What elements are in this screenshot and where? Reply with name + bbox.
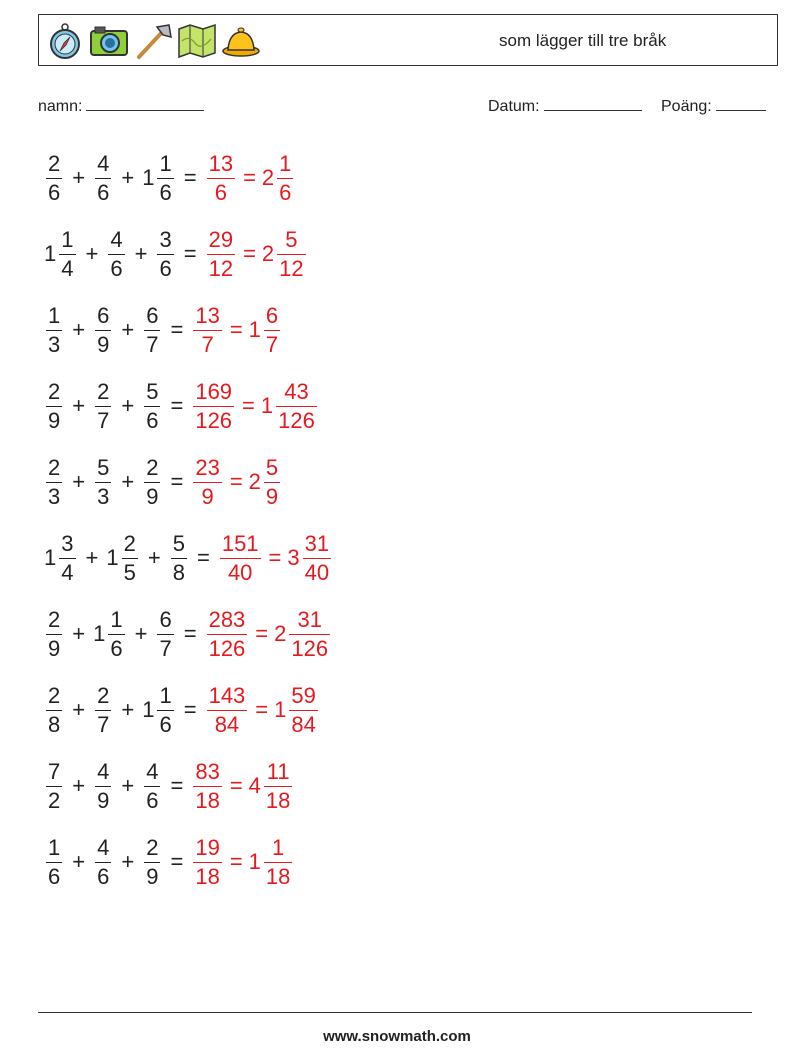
numerator: 13 — [195, 302, 220, 328]
denominator: 18 — [195, 787, 220, 813]
compass-icon — [45, 21, 85, 61]
worksheet-title: som lägger till tre bråk — [499, 31, 667, 50]
plus-sign: + — [72, 317, 86, 342]
fraction — [193, 834, 221, 889]
numerator: 283 — [208, 606, 246, 632]
equals-sign: = — [255, 621, 269, 646]
equals-sign: = — [170, 469, 184, 494]
date-label: Datum: — [488, 98, 540, 115]
fraction — [95, 454, 111, 509]
plus-sign: + — [72, 697, 86, 722]
denominator: 84 — [214, 711, 240, 737]
denominator: 3 — [97, 483, 110, 509]
denominator: 6 — [279, 179, 292, 205]
fraction — [264, 834, 292, 889]
numerator: 2 — [48, 454, 61, 480]
plus-sign: + — [121, 165, 135, 190]
answer — [191, 378, 319, 433]
denominator: 6 — [214, 179, 227, 205]
addend — [93, 834, 113, 889]
fraction — [207, 226, 235, 281]
fraction — [46, 758, 62, 813]
denominator: 126 — [195, 407, 233, 433]
addend — [44, 454, 64, 509]
fraction — [289, 606, 330, 661]
answer — [218, 530, 333, 585]
fraction — [157, 226, 173, 281]
fraction — [95, 378, 111, 433]
numerator: 19 — [195, 834, 220, 860]
addend — [44, 530, 78, 585]
fraction — [171, 530, 187, 585]
plus-sign: + — [121, 469, 135, 494]
addend — [44, 302, 64, 357]
numerator: 4 — [97, 834, 110, 860]
addend — [93, 682, 113, 737]
equals-sign: = — [183, 697, 197, 722]
numerator: 1 — [48, 834, 61, 860]
fraction — [276, 378, 317, 433]
denominator: 5 — [123, 559, 136, 585]
fraction — [277, 150, 293, 205]
addend — [142, 834, 162, 889]
denominator: 7 — [265, 331, 279, 357]
denominator: 6 — [159, 255, 172, 281]
whole-number: 2 — [248, 469, 261, 494]
plus-sign: + — [72, 469, 86, 494]
fraction — [157, 606, 173, 661]
denominator: 4 — [61, 255, 74, 281]
addend — [44, 150, 64, 205]
fraction — [95, 150, 111, 205]
denominator: 7 — [97, 711, 110, 737]
numerator: 5 — [172, 530, 185, 556]
problem-row — [44, 216, 333, 292]
denominator: 6 — [110, 635, 123, 661]
numerator: 2 — [146, 834, 159, 860]
denominator: 18 — [195, 863, 220, 889]
addend — [155, 226, 175, 281]
fraction — [303, 530, 331, 585]
numerator: 151 — [221, 530, 259, 556]
numerator: 5 — [146, 378, 159, 404]
denominator: 8 — [172, 559, 185, 585]
equals-sign: = — [229, 849, 243, 874]
name-label: namn: — [38, 98, 83, 115]
fraction — [207, 682, 248, 737]
problem-row — [44, 140, 333, 216]
addend — [142, 454, 162, 509]
equals-sign: = — [183, 621, 197, 646]
whole-number: 1 — [274, 697, 287, 722]
plus-sign: + — [72, 621, 86, 646]
answer — [191, 834, 294, 889]
numerator: 6 — [159, 606, 172, 632]
numerator: 169 — [195, 378, 233, 404]
denominator: 12 — [279, 255, 304, 281]
equals-sign: = — [268, 545, 282, 570]
plus-sign: + — [72, 165, 86, 190]
header-box — [38, 14, 778, 66]
fraction — [157, 150, 173, 205]
fraction — [46, 378, 62, 433]
numerator: 3 — [159, 226, 172, 252]
map-icon — [177, 21, 217, 61]
denominator: 6 — [146, 407, 159, 433]
whole-number: 2 — [274, 621, 287, 646]
denominator: 6 — [48, 863, 61, 889]
whole-number: 1 — [248, 849, 261, 874]
numerator: 1 — [159, 150, 172, 176]
plus-sign: + — [121, 849, 135, 874]
fraction — [108, 606, 124, 661]
equals-sign: = — [183, 165, 197, 190]
problem-row — [44, 292, 333, 368]
footer-divider — [38, 1012, 752, 1013]
fraction — [46, 606, 62, 661]
denominator: 40 — [304, 559, 330, 585]
fraction — [95, 682, 111, 737]
denominator: 6 — [48, 179, 61, 205]
equals-sign: = — [242, 393, 255, 418]
plus-sign: + — [121, 393, 135, 418]
denominator: 6 — [159, 711, 172, 737]
addend — [44, 378, 64, 433]
whole-number: 1 — [106, 545, 119, 570]
answer — [191, 302, 282, 357]
plus-sign: + — [147, 545, 161, 570]
denominator: 7 — [97, 407, 110, 433]
answer — [205, 150, 296, 205]
equals-sign: = — [170, 393, 184, 418]
numerator: 6 — [265, 302, 279, 328]
fraction — [220, 530, 261, 585]
denominator: 9 — [48, 407, 61, 433]
whole-number: 1 — [44, 241, 57, 266]
numerator: 2 — [123, 530, 136, 556]
fraction — [95, 302, 111, 357]
fraction — [264, 454, 280, 509]
addend — [142, 378, 162, 433]
footer-url[interactable]: www.snowmath.com — [323, 1028, 471, 1045]
equals-sign: = — [229, 773, 243, 798]
fraction — [207, 150, 235, 205]
whole-number: 4 — [248, 773, 261, 798]
date-field — [488, 94, 642, 116]
denominator: 126 — [208, 635, 246, 661]
fraction — [46, 302, 62, 357]
denominator: 126 — [278, 407, 315, 433]
addend — [93, 150, 113, 205]
denominator: 3 — [48, 483, 61, 509]
numerator: 5 — [285, 226, 298, 252]
addend — [93, 454, 113, 509]
numerator: 6 — [146, 302, 159, 328]
fraction — [193, 378, 234, 433]
whole-number: 1 — [44, 545, 57, 570]
numerator: 1 — [272, 834, 285, 860]
denominator: 126 — [291, 635, 329, 661]
numerator: 83 — [195, 758, 220, 784]
whole-number: 1 — [93, 621, 106, 646]
numerator: 2 — [48, 150, 61, 176]
problem-row — [44, 368, 333, 444]
problem-row — [44, 824, 333, 900]
fraction — [193, 302, 221, 357]
addend — [142, 758, 162, 813]
numerator: 2 — [48, 682, 61, 708]
addend — [142, 302, 162, 357]
fraction — [144, 302, 160, 357]
numerator: 29 — [208, 226, 234, 252]
fraction — [46, 682, 62, 737]
denominator: 18 — [265, 787, 291, 813]
fraction — [144, 454, 160, 509]
numerator: 2 — [48, 378, 61, 404]
whole-number: 2 — [261, 241, 275, 266]
problem-row — [44, 672, 333, 748]
denominator: 6 — [97, 179, 110, 205]
addend — [93, 606, 127, 661]
fraction — [144, 378, 160, 433]
whole-number: 2 — [261, 165, 275, 190]
numerator: 1 — [110, 606, 123, 632]
equals-sign: = — [243, 241, 256, 266]
numerator: 11 — [266, 758, 290, 784]
score-field — [661, 94, 766, 116]
fraction — [289, 682, 317, 737]
fraction — [95, 758, 111, 813]
plus-sign: + — [121, 697, 135, 722]
denominator: 9 — [97, 787, 110, 813]
fraction — [157, 682, 173, 737]
addend — [44, 682, 64, 737]
numerator: 4 — [110, 226, 123, 252]
fraction — [193, 758, 221, 813]
equals-sign: = — [196, 545, 210, 570]
denominator: 9 — [97, 331, 110, 357]
numerator: 1 — [159, 682, 172, 708]
plus-sign: + — [85, 545, 99, 570]
equals-sign: = — [229, 469, 243, 494]
denominator: 6 — [159, 179, 172, 205]
denominator: 9 — [146, 863, 159, 889]
equals-sign: = — [170, 773, 184, 798]
denominator: 9 — [146, 483, 159, 509]
numerator: 13 — [208, 150, 234, 176]
addend — [155, 606, 175, 661]
equals-sign: = — [170, 317, 184, 342]
fraction — [122, 530, 138, 585]
numerator: 31 — [297, 606, 322, 632]
date-line[interactable] — [544, 94, 642, 111]
whole-number: 1 — [142, 697, 155, 722]
numerator: 31 — [304, 530, 330, 556]
numerator: 1 — [279, 150, 292, 176]
problem-row — [44, 596, 333, 672]
numerator: 43 — [284, 378, 309, 404]
denominator: 8 — [48, 711, 61, 737]
denominator: 6 — [97, 863, 110, 889]
plus-sign: + — [121, 773, 135, 798]
answer — [205, 606, 333, 661]
numerator: 2 — [97, 682, 110, 708]
fraction — [108, 226, 124, 281]
denominator: 7 — [201, 331, 214, 357]
name-line[interactable] — [86, 94, 204, 111]
denominator: 3 — [48, 331, 61, 357]
denominator: 40 — [227, 559, 253, 585]
denominator: 84 — [291, 711, 316, 737]
denominator: 7 — [159, 635, 172, 661]
fraction — [46, 150, 62, 205]
fraction — [264, 302, 280, 357]
equals-sign: = — [229, 317, 243, 342]
denominator: 7 — [146, 331, 159, 357]
fraction — [277, 226, 305, 281]
addend — [44, 834, 64, 889]
score-label: Poäng: — [661, 98, 712, 115]
whole-number: 1 — [260, 393, 274, 418]
equals-sign: = — [255, 697, 269, 722]
camera-icon — [89, 21, 129, 61]
denominator: 6 — [146, 787, 159, 813]
numerator: 59 — [291, 682, 316, 708]
plus-sign: + — [121, 317, 135, 342]
fraction — [264, 758, 292, 813]
numerator: 3 — [61, 530, 74, 556]
addend — [169, 530, 189, 585]
denominator: 2 — [48, 787, 61, 813]
fraction — [193, 454, 221, 509]
denominator: 6 — [110, 255, 123, 281]
problem-row — [44, 444, 333, 520]
answer — [205, 682, 320, 737]
numerator: 7 — [48, 758, 61, 784]
fraction — [95, 834, 111, 889]
addend — [142, 682, 176, 737]
problem-list — [44, 140, 333, 900]
plus-sign: + — [72, 849, 86, 874]
axe-icon — [133, 21, 173, 61]
fraction — [59, 226, 75, 281]
fraction — [144, 758, 160, 813]
name-field — [38, 94, 204, 116]
numerator: 1 — [61, 226, 74, 252]
numerator: 2 — [146, 454, 159, 480]
addend — [93, 302, 113, 357]
plus-sign: + — [85, 241, 99, 266]
whole-number: 1 — [142, 165, 155, 190]
score-line[interactable] — [716, 94, 766, 111]
denominator: 12 — [208, 255, 234, 281]
denominator: 4 — [61, 559, 74, 585]
numerator: 2 — [97, 378, 110, 404]
plus-sign: + — [134, 241, 148, 266]
plus-sign: + — [72, 393, 86, 418]
equals-sign: = — [170, 849, 184, 874]
numerator: 4 — [97, 150, 110, 176]
numerator: 5 — [265, 454, 279, 480]
numerator: 2 — [48, 606, 61, 632]
hard-hat-icon — [221, 21, 261, 61]
answer — [205, 226, 308, 281]
fraction — [144, 834, 160, 889]
whole-number: 1 — [248, 317, 261, 342]
fraction — [207, 606, 248, 661]
plus-sign: + — [134, 621, 148, 646]
addend — [44, 226, 78, 281]
addend — [93, 378, 113, 433]
numerator: 143 — [208, 682, 246, 708]
fraction — [46, 834, 62, 889]
equals-sign: = — [183, 241, 197, 266]
fraction — [46, 454, 62, 509]
denominator: 18 — [265, 863, 291, 889]
addend — [106, 226, 126, 281]
plus-sign: + — [72, 773, 86, 798]
numerator: 1 — [48, 302, 61, 328]
addend — [93, 758, 113, 813]
numerator: 23 — [195, 454, 220, 480]
addend — [142, 150, 176, 205]
denominator: 9 — [48, 635, 61, 661]
answer — [191, 758, 294, 813]
numerator: 4 — [146, 758, 159, 784]
equals-sign: = — [243, 165, 256, 190]
whole-number: 3 — [287, 545, 300, 570]
icon-row — [45, 21, 261, 61]
denominator: 9 — [201, 483, 214, 509]
addend — [44, 606, 64, 661]
problem-row — [44, 748, 333, 824]
answer — [191, 454, 282, 509]
problem-row — [44, 520, 333, 596]
addend — [106, 530, 140, 585]
numerator: 4 — [97, 758, 110, 784]
denominator: 9 — [265, 483, 279, 509]
numerator: 5 — [97, 454, 110, 480]
fraction — [59, 530, 75, 585]
numerator: 6 — [97, 302, 110, 328]
addend — [44, 758, 64, 813]
